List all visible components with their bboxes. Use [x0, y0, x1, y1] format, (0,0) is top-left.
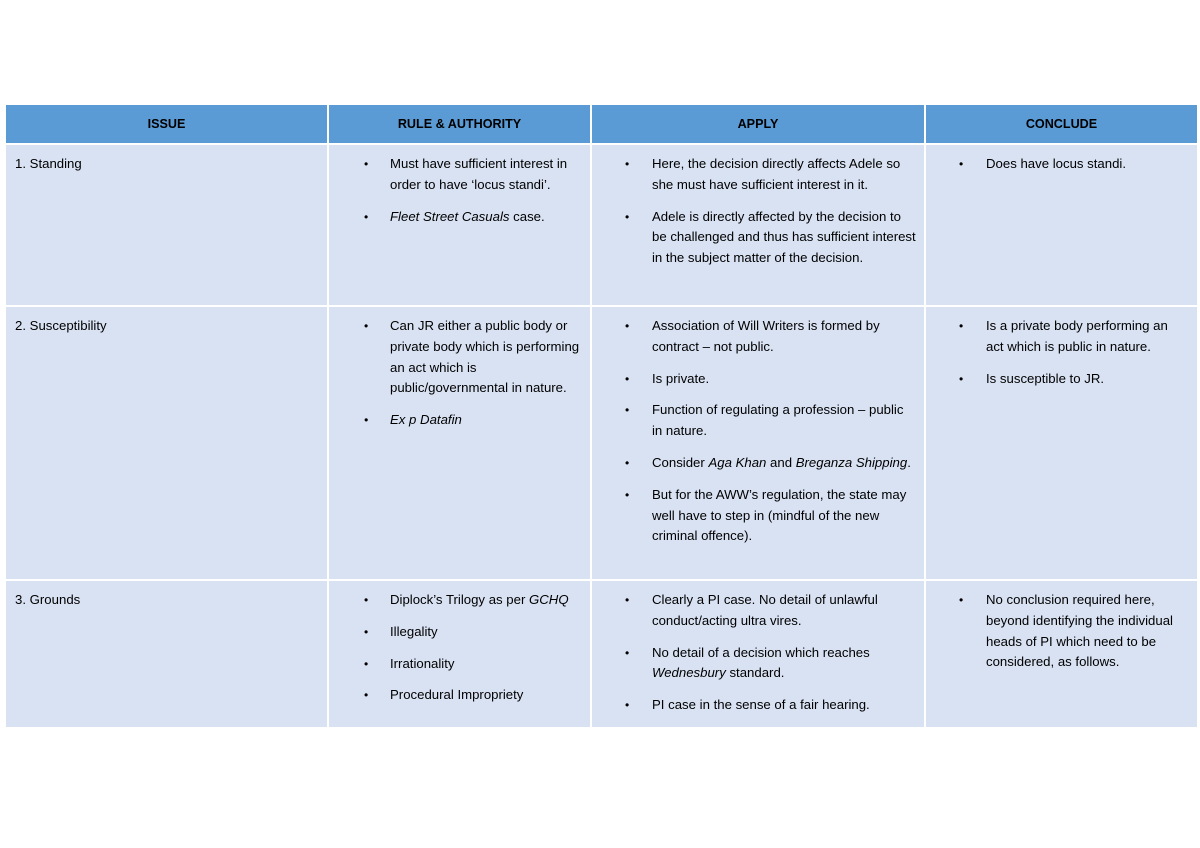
- conclude-cell: [925, 144, 1198, 306]
- case-name: Breganza Shipping: [795, 454, 908, 470]
- apply-list: [592, 307, 924, 547]
- list-item: [592, 453, 916, 474]
- apply-list: [592, 145, 924, 269]
- issue-cell: [5, 144, 328, 306]
- text-fragment: Consider: [652, 454, 709, 470]
- list-item: • Here, the decision directly affects Adele so she must have sufficient interest in it.: [592, 154, 916, 196]
- text-fragment: .: [907, 454, 911, 470]
- issue-cell: [5, 306, 328, 580]
- apply-cell: [591, 580, 925, 728]
- list-item: [592, 643, 916, 685]
- rule-cell: [328, 580, 591, 728]
- list-item: • Is a private body performing an act which is public in nature.: [926, 316, 1189, 358]
- list-item: • Procedural Impropriety: [329, 685, 582, 706]
- issue-label: 2. Susceptibility: [15, 318, 107, 333]
- case-name: Fleet Street Casuals: [390, 208, 510, 224]
- list-item: • Ex p Datafin: [329, 410, 582, 431]
- apply-list: [592, 581, 924, 716]
- issue-label: 1. Standing: [15, 156, 82, 171]
- list-item: • Can JR either a public body or private body which is performing an act which is public/governmental in nature.: [329, 316, 582, 399]
- case-name: GCHQ: [529, 592, 569, 607]
- table-row: [5, 144, 1198, 306]
- irac-table: [4, 103, 1199, 729]
- list-item: • Does have locus standi.: [926, 154, 1189, 175]
- list-item: • Irrationality: [329, 654, 582, 675]
- header-issue: ISSUE: [5, 104, 328, 144]
- rule-list: [329, 307, 590, 431]
- list-item: • Is susceptible to JR.: [926, 369, 1189, 390]
- list-item: • Clearly a PI case. No detail of unlawful conduct/acting ultra vires.: [592, 590, 916, 632]
- list-item: • Illegality: [329, 622, 582, 643]
- table-row: [5, 306, 1198, 580]
- list-item: • Association of Will Writers is formed by contract – not public.: [592, 316, 916, 358]
- apply-cell: [591, 144, 925, 306]
- rule-list: [329, 581, 590, 706]
- case-name: Aga Khan: [708, 454, 767, 470]
- list-item: [329, 207, 582, 228]
- rule-cell: [328, 306, 591, 580]
- header-apply: APPLY: [591, 104, 925, 144]
- conclude-cell: [925, 306, 1198, 580]
- issue-cell: [5, 580, 328, 728]
- list-item: • But for the AWW’s regulation, the state may well have to step in (mindful of the new criminal offence).: [592, 485, 916, 547]
- text-fragment: case.: [509, 208, 545, 224]
- list-item: • Must have sufficient interest in order to have ‘locus standi’.: [329, 154, 582, 196]
- issue-label: 3. Grounds: [15, 592, 81, 607]
- list-item: • PI case in the sense of a fair hearing.: [592, 695, 916, 716]
- list-item: • No conclusion required here, beyond identifying the individual heads of PI which need to be considered, as follows.: [926, 590, 1189, 673]
- list-item: • Adele is directly affected by the decision to be challenged and thus has sufficient interest in the subject matter of the decision.: [592, 207, 916, 269]
- list-item: • Is private.: [592, 369, 916, 390]
- text-fragment: No detail of a decision which reaches: [652, 644, 870, 660]
- conclude-list: [926, 307, 1197, 389]
- list-item: [329, 590, 582, 611]
- text-fragment: and: [766, 454, 796, 470]
- conclude-list: [926, 581, 1197, 673]
- rule-cell: [328, 144, 591, 306]
- rule-list: [329, 145, 590, 227]
- header-row: [5, 104, 1198, 144]
- text-fragment: Diplock’s Trilogy as per: [390, 592, 530, 607]
- case-name: Wednesbury: [652, 665, 726, 681]
- apply-cell: [591, 306, 925, 580]
- header-conclude: CONCLUDE: [925, 104, 1198, 144]
- conclude-cell: [925, 580, 1198, 728]
- header-rule-authority: RULE & AUTHORITY: [328, 104, 591, 144]
- text-fragment: standard.: [725, 665, 785, 681]
- list-item: • Function of regulating a profession – public in nature.: [592, 400, 916, 442]
- conclude-list: [926, 145, 1197, 175]
- table-row: [5, 580, 1198, 728]
